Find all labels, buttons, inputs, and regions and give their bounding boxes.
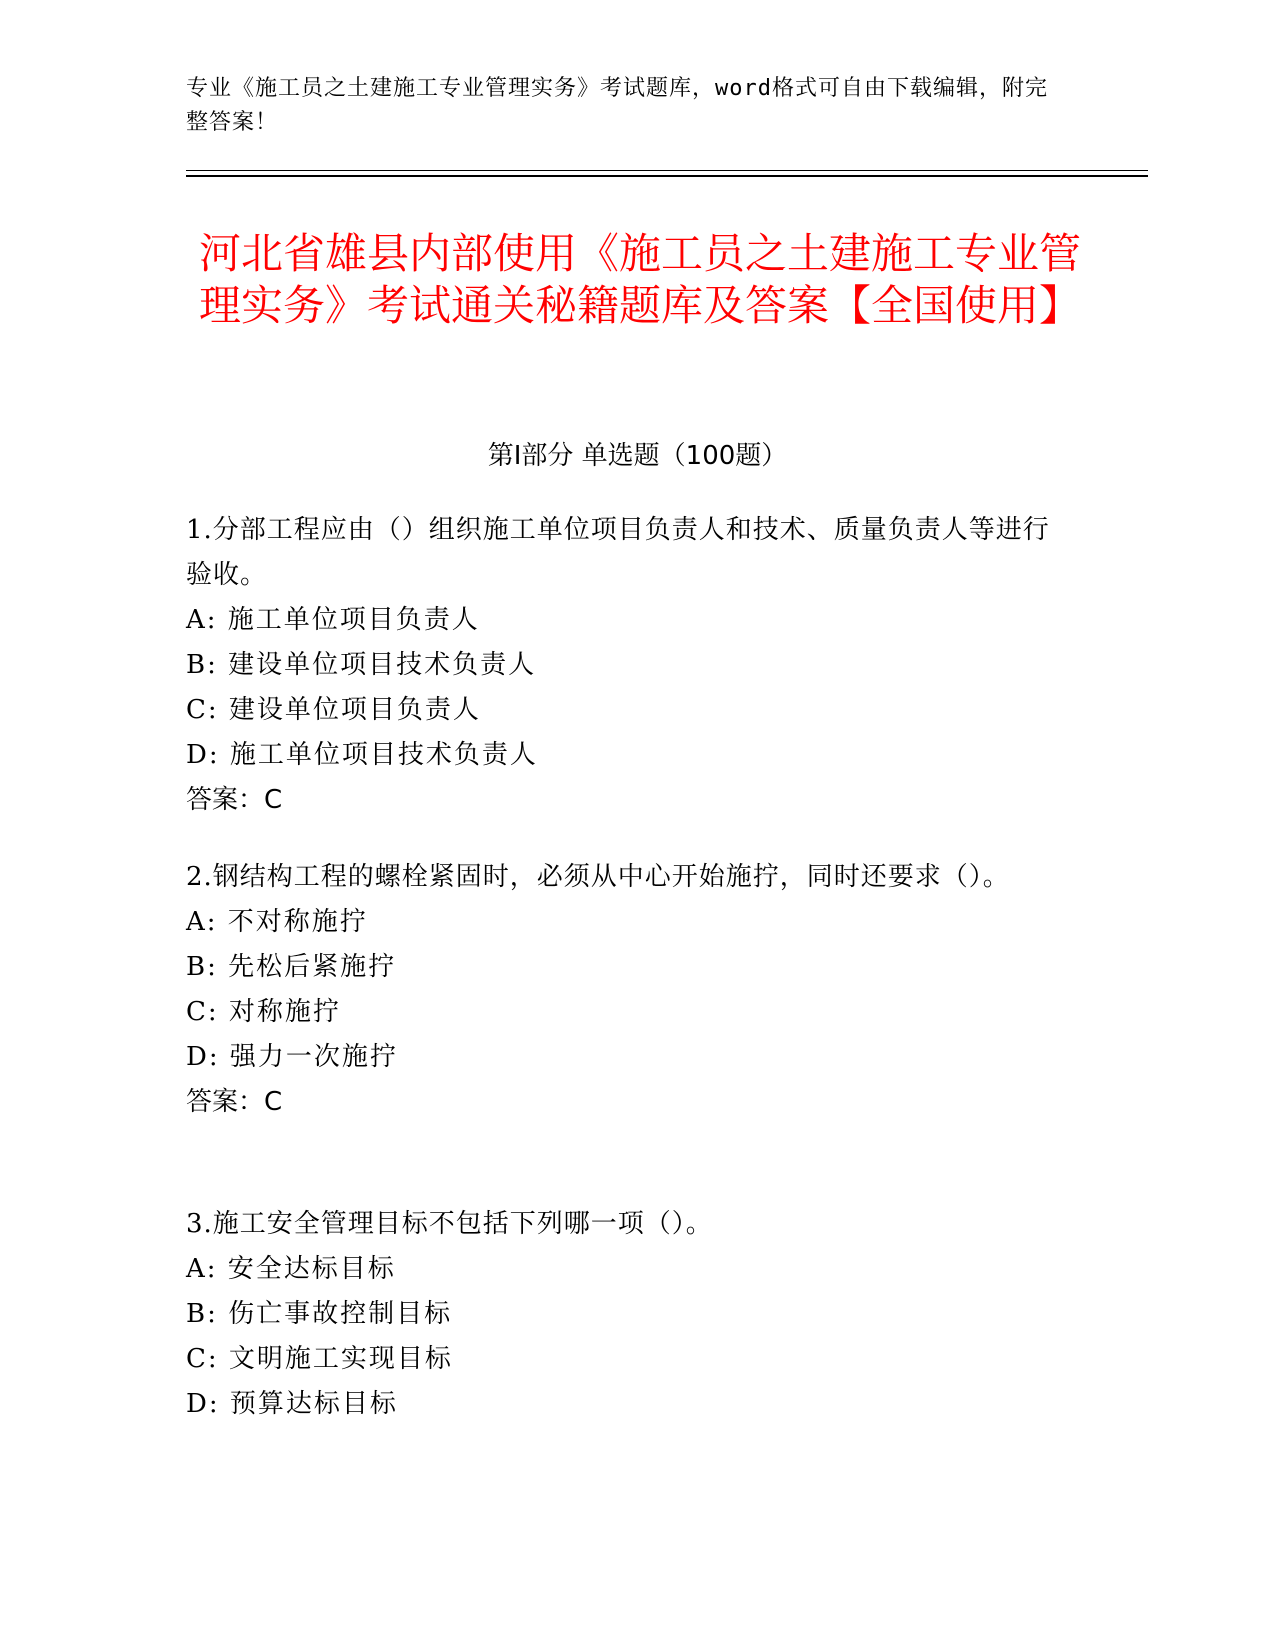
question-3 bbox=[186, 1202, 1066, 1427]
option-a: A: 施工单位项目负责人 bbox=[186, 605, 480, 635]
header-divider-top bbox=[186, 170, 1148, 171]
option-b: B: 建设单位项目技术负责人 bbox=[186, 650, 537, 680]
option-c: C: 对称施拧 bbox=[186, 997, 341, 1027]
answer: 答案：C bbox=[186, 1087, 283, 1117]
question-1 bbox=[186, 508, 1066, 823]
option-c: C: 文明施工实现目标 bbox=[186, 1344, 453, 1374]
section-heading: 第Ⅰ部分 单选题（100题） bbox=[487, 441, 788, 471]
question-stem: 1.分部工程应由（）组织施工单位项目负责人和技术、质量负责人等进行验收。 bbox=[186, 515, 1050, 590]
answer: 答案：C bbox=[186, 785, 283, 815]
option-a: A: 安全达标目标 bbox=[186, 1254, 396, 1284]
header-note: 专业《施工员之土建施工专业管理实务》考试题库，word格式可自由下载编辑，附完整答案！ bbox=[186, 76, 1048, 135]
option-b: B: 伤亡事故控制目标 bbox=[186, 1299, 453, 1329]
option-a: A: 不对称施拧 bbox=[186, 907, 368, 937]
option-c: C: 建设单位项目负责人 bbox=[186, 695, 481, 725]
option-d: D: 强力一次施拧 bbox=[186, 1042, 398, 1072]
option-d: D: 预算达标目标 bbox=[186, 1389, 398, 1419]
document-title: 河北省雄县内部使用《施工员之土建施工专业管理实务》考试通关秘籍题库及答案【全国使用】 bbox=[198, 229, 1081, 330]
option-b: B: 先松后紧施拧 bbox=[186, 952, 397, 982]
option-d: D: 施工单位项目技术负责人 bbox=[186, 740, 538, 770]
header-divider-bottom bbox=[186, 175, 1148, 177]
question-stem: 3.施工安全管理目标不包括下列哪一项（）。 bbox=[186, 1209, 713, 1239]
question-stem: 2.钢结构工程的螺栓紧固时，必须从中心开始施拧，同时还要求（）。 bbox=[186, 862, 1010, 892]
question-2 bbox=[186, 855, 1066, 1125]
